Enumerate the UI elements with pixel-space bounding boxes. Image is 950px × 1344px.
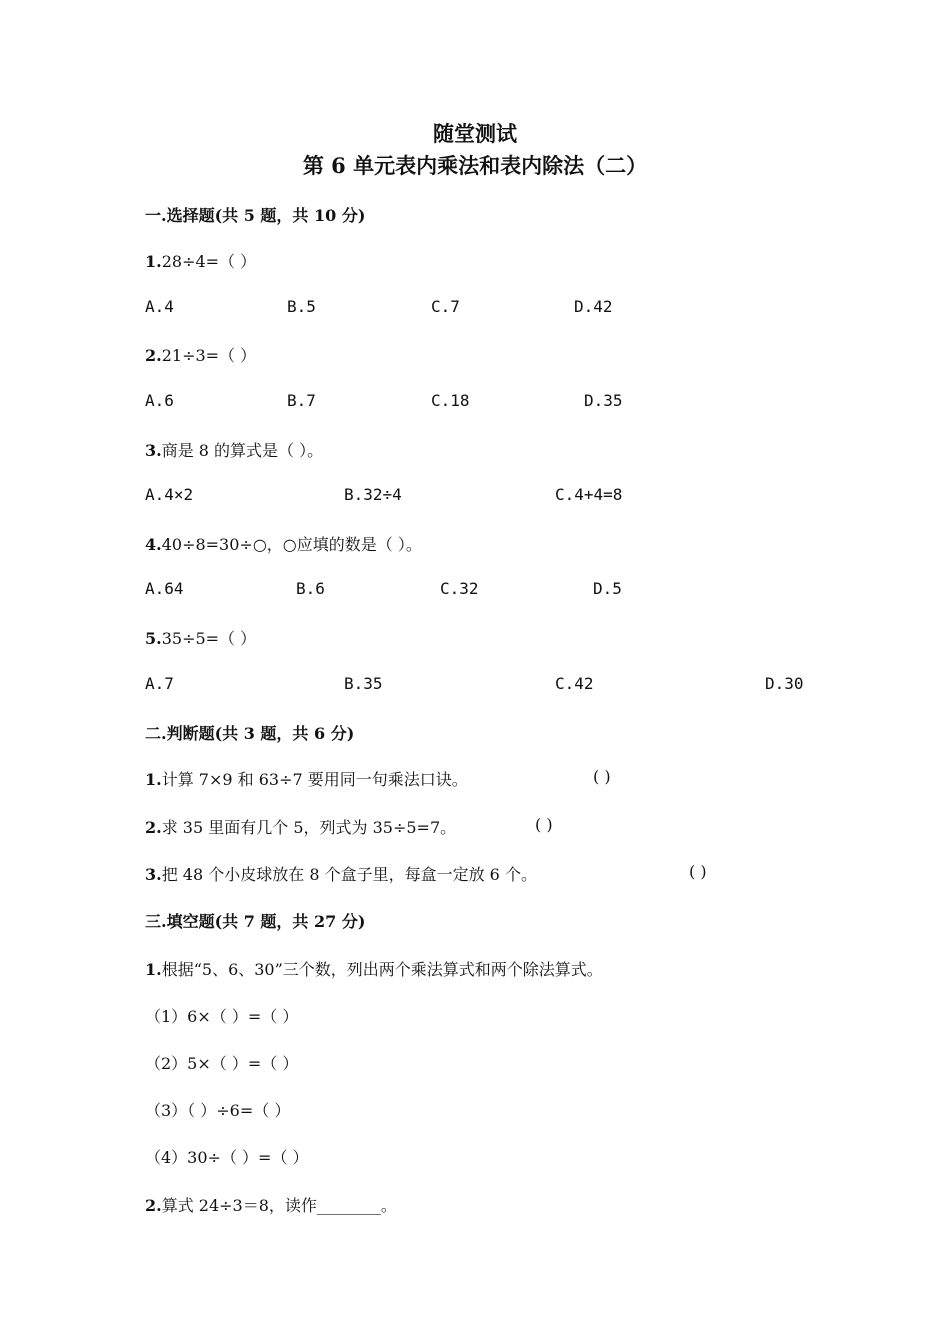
question-text: 根据“5、6、30”三个数，列出两个乘法算式和两个除法算式。 [161, 960, 603, 979]
option-d: D.5 [593, 579, 622, 598]
fill-line-1: （1）6×（ ）=（ ） [145, 1007, 299, 1026]
choice-question-2 [145, 343, 256, 366]
choice-question-1 [145, 249, 256, 272]
option-a: A.6 [145, 391, 174, 410]
question-text: 商是 8 的算式是（ ）。 [161, 441, 324, 460]
option-d: D.42 [574, 297, 613, 316]
question-number: 1. [145, 960, 162, 979]
question-number: 2. [145, 1196, 162, 1215]
question-number: 3. [145, 441, 162, 460]
question-number: 5. [145, 629, 162, 648]
option-a: A.7 [145, 674, 174, 693]
option-b: B.35 [344, 674, 383, 693]
fill-line-2: （2）5×（ ）=（ ） [145, 1054, 299, 1073]
question-text: 40÷8=30÷○，○应填的数是（ ）。 [161, 535, 422, 554]
question-text: 把 48 个小皮球放在 8 个盒子里，每盒一定放 6 个。 [161, 865, 537, 884]
section-heading-judgment: 二.判断题(共 3 题，共 6 分) [145, 724, 355, 743]
fill-question-1 [145, 957, 603, 980]
choice-question-5 [145, 626, 256, 649]
option-c: C.18 [431, 391, 470, 410]
page-subtitle: 第 6 单元表内乘法和表内除法（二） [302, 153, 648, 178]
option-b: B.6 [296, 579, 325, 598]
option-c: C.42 [555, 674, 594, 693]
question-number: 3. [145, 865, 162, 884]
page-title: 随堂测试 [433, 121, 517, 146]
answer-blank: ( ) [689, 862, 707, 881]
question-text: 21÷3=（ ） [161, 346, 257, 365]
choice-question-4 [145, 532, 422, 555]
question-number: 2. [145, 346, 162, 365]
fill-line-3: （3）（ ）÷6=（ ） [145, 1101, 291, 1120]
option-a: A.4×2 [145, 485, 194, 504]
question-number: 4. [145, 535, 162, 554]
judgment-question-2 [145, 815, 456, 838]
question-number: 2. [145, 818, 162, 837]
option-d: D.35 [584, 391, 623, 410]
option-a: A.64 [145, 579, 184, 598]
option-b: B.5 [287, 297, 316, 316]
option-b: B.32÷4 [344, 485, 402, 504]
judgment-question-3 [145, 862, 537, 885]
section-heading-choice: 一.选择题(共 5 题，共 10 分) [145, 206, 366, 225]
fill-question-2 [145, 1193, 397, 1216]
fill-line-4: （4）30÷（ ）=（ ） [145, 1148, 309, 1167]
choice-question-3 [145, 438, 323, 461]
question-text: 算式 24÷3＝8，读作________。 [161, 1196, 397, 1215]
question-text: 计算 7×9 和 63÷7 要用同一句乘法口诀。 [161, 770, 468, 789]
option-c: C.32 [440, 579, 479, 598]
question-text: 35÷5=（ ） [161, 629, 257, 648]
option-a: A.4 [145, 297, 174, 316]
question-number: 1. [145, 252, 162, 271]
question-text: 28÷4=（ ） [161, 252, 257, 271]
answer-blank: ( ) [593, 767, 611, 786]
question-number: 1. [145, 770, 162, 789]
option-d: D.30 [765, 674, 804, 693]
section-heading-fill: 三.填空题(共 7 题，共 27 分) [145, 912, 366, 931]
answer-blank: ( ) [535, 815, 553, 834]
option-c: C.4+4=8 [555, 485, 623, 504]
option-b: B.7 [287, 391, 316, 410]
question-text: 求 35 里面有几个 5，列式为 35÷5=7。 [161, 818, 457, 837]
option-c: C.7 [431, 297, 460, 316]
judgment-question-1 [145, 767, 468, 790]
